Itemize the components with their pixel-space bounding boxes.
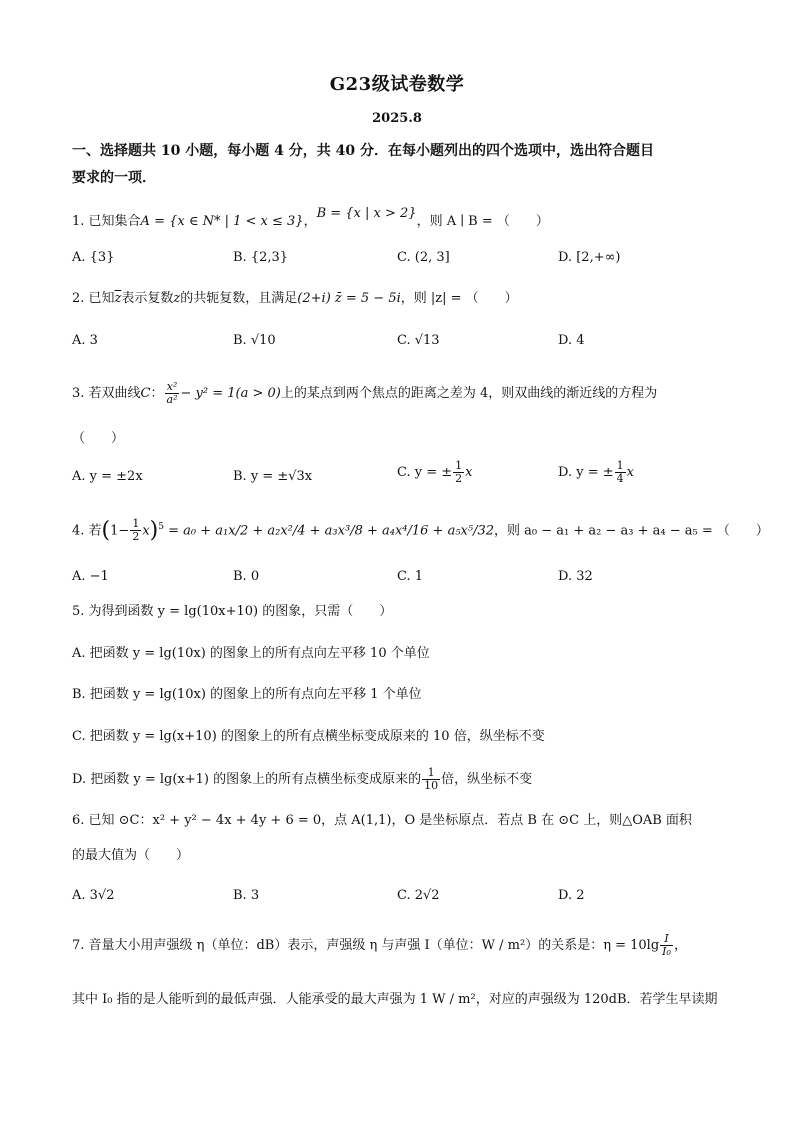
q1-set-a: A = {x ∈ N* | 1 < x ≤ 3} <box>140 214 304 229</box>
q2-option-c: C. √13 <box>397 333 440 348</box>
q2-text-mid2: 的共轭复数，且满足 <box>180 291 298 306</box>
q3-option-c-var: x <box>465 465 473 480</box>
q3-equation-tail: − y² = 1(a > 0) <box>180 386 281 401</box>
q1-option-b: B. {2,3} <box>233 250 289 265</box>
q5-option-d-pre: D. 把函数 y = lg(x+1) 的图象上的所有点横坐标变成原来的 <box>72 772 422 787</box>
q6-option-c: C. 2√2 <box>397 888 440 903</box>
question-6-line1: 6. 已知 ⊙C：x² + y² − 4x + 4y + 6 = 0，点 A(1,1)，O 是坐标原点．若点 B 在 ⊙C 上，则△OAB 面积 <box>72 813 692 828</box>
q1-tail: ，则 A ∣ B = （ ） <box>416 214 549 229</box>
q1-option-c: C. (2, 3] <box>397 250 450 265</box>
q1-option-d: D. [2,+∞) <box>558 250 621 265</box>
q3-option-d-text: D. y = ± <box>558 465 614 480</box>
q2-equation: (2+i) z̄ = 5 − 5i <box>297 291 401 306</box>
q5-option-b: B. 把函数 y = lg(10x) 的图象上的所有点向左平移 1 个单位 <box>72 687 422 702</box>
q3-fraction: $\frac{\text{x²}}{\text{a²}}$ <box>166 380 178 406</box>
question-7-line1 <box>72 933 732 958</box>
q4-option-d: D. 32 <box>558 569 593 584</box>
question-3 <box>72 381 732 406</box>
q3-option-b: B. y = ±√3x <box>233 469 313 484</box>
q5-option-d-fraction: $\frac{1}{10}$ <box>424 766 439 792</box>
q3-option-c-fraction: $\frac{1}{2}$ <box>455 459 463 485</box>
q2-option-a: A. 3 <box>72 333 98 348</box>
q3-option-c <box>397 460 473 485</box>
question-5-stem: 5. 为得到函数 y = lg(10x+10) 的图象，只需（ ） <box>72 604 393 619</box>
q5-option-c: C. 把函数 y = lg(x+10) 的图象上的所有点横坐标变成原来的 10 倍，纵坐标不变 <box>72 729 545 744</box>
q2-option-b: B. √10 <box>233 333 276 348</box>
q6-option-a: A. 3√2 <box>72 888 115 903</box>
section-heading-line1: 一、选择题共 10 小题，每小题 4 分，共 40 分．在每小题列出的四个选项中，选出符合题目 <box>72 143 654 159</box>
exam-date: 2025.8 <box>372 111 422 126</box>
q1-option-a: A. {3} <box>72 250 115 265</box>
q4-half: $\frac{1}{2}$ <box>132 517 140 544</box>
q7-line1-pre: 7. 音量大小用声强级 η（单位：dB）表示，声强级 η 与声强 I（单位：W / m²）的关系是：η = 10lg <box>72 938 660 953</box>
q5-option-d-post: 倍，纵坐标不变 <box>441 772 533 787</box>
question-4: 4. 若(1− $\frac{1}{2}$ x)$^5$ = a₀ + a₁x/2 + a₂x²/4 + a₃x³/8 + a₄x⁴/16 + a₅x⁵/32，则 a₀ − a₁ + a₂ − a₃ + a₄ − a₅ = （ ） <box>72 517 769 544</box>
q3-option-a: A. y = ±2x <box>72 469 143 484</box>
section-heading-line2: 要求的一项． <box>72 170 156 186</box>
q4-option-c: C. 1 <box>397 569 424 584</box>
q6-option-b: B. 3 <box>233 888 260 903</box>
q3-pre: 3. 若双曲线 <box>72 386 141 401</box>
q3-curve-name: C <box>140 386 151 401</box>
q5-option-a: A. 把函数 y = lg(10x) 的图象上的所有点向左平移 10 个单位 <box>72 646 430 661</box>
question-1 <box>72 206 732 233</box>
q3-option-d-var: x <box>626 465 634 480</box>
q7-line1-post: ， <box>673 938 687 953</box>
q4-expansion: = a₀ + a₁x/2 + a₂x²/4 + a₃x³/8 + a₄x⁴/16 + a₅x⁵/32 <box>168 523 495 539</box>
question-7-line2: 其中 I₀ 指的是人能听到的最低声强．人能承受的最大声强为 1 W / m²，对应的声强级为 120dB．若学生早读期 <box>72 992 718 1007</box>
q4-post: ，则 a₀ − a₁ + a₂ − a₃ + a₄ − a₅ = （ ） <box>494 523 769 539</box>
q4-option-b: B. 0 <box>233 569 260 584</box>
q7-fraction: $\frac{I}{\text{I₀}}$ <box>662 932 671 958</box>
q1-separator: ， <box>303 214 317 229</box>
q3-option-d-fraction: $\frac{1}{4}$ <box>616 459 624 485</box>
q1-number: 1. 已知集合 <box>72 214 141 229</box>
q3-paren: （ ） <box>72 431 125 446</box>
q3-post: 上的某点到两个焦点的距离之差为 4，则双曲线的渐近线的方程为 <box>280 386 658 401</box>
q4-pre: 4. 若 <box>72 523 102 539</box>
q3-colon: ： <box>150 386 164 401</box>
q2-zbar: $\overline{z}$ <box>114 291 122 306</box>
q3-option-d <box>558 460 634 485</box>
q5-option-d <box>72 767 732 792</box>
q2-tail: ，则 |z| = （ ） <box>400 291 518 306</box>
q1-set-b: B = {x | x > 2} <box>316 206 417 221</box>
q2-z: z <box>173 291 181 306</box>
question-2 <box>72 288 732 310</box>
q2-text-pre: 2. 已知 <box>72 291 115 306</box>
q3-option-c-text: C. y = ± <box>397 465 453 480</box>
q2-text-mid1: 表示复数 <box>121 291 174 306</box>
page-title: G23级试卷数学 <box>329 74 465 95</box>
q4-option-a: A. −1 <box>72 569 109 584</box>
q6-option-d: D. 2 <box>558 888 585 903</box>
q2-option-d: D. 4 <box>558 333 585 348</box>
question-6-line2: 的最大值为（ ） <box>72 848 190 863</box>
